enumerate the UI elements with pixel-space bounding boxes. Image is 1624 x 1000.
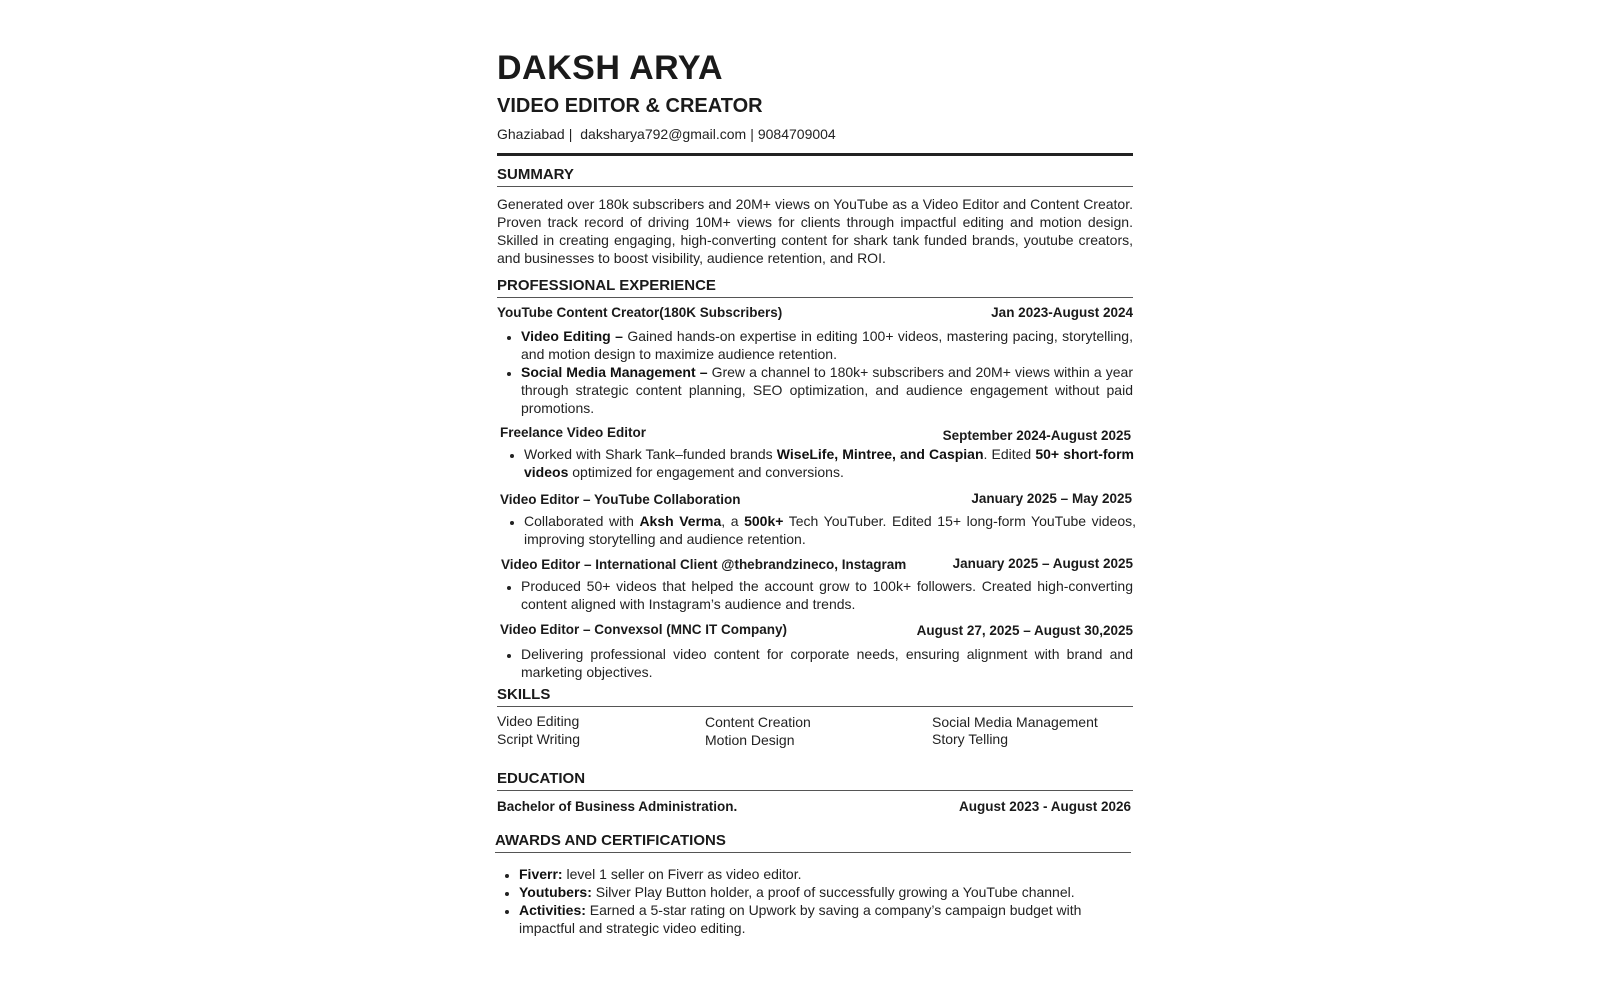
- job-entry: [497, 303, 1133, 417]
- award-label: Youtubers:: [519, 884, 592, 900]
- summary-text: Generated over 180k subscribers and 20M+ views on YouTube as a Video Editor and Content Creator. Proven track record of driving 10M+ views for clients through impactful editing and motion design. Skilled in creating engaging, high-converting content for shark tank funded brands, youtube creators, and businesses to boost visibility, audience retention, and ROI.: [497, 196, 1133, 266]
- job-bullets: [500, 645, 1133, 681]
- bullet-text: Collaborated with: [524, 513, 640, 529]
- job-bullet: [521, 327, 1133, 363]
- job-bullet: [524, 445, 1134, 481]
- summary-divider: [497, 186, 1133, 187]
- bullet-text: Gained hands-on expertise in editing 100+ videos, mastering pacing, storytelling, and motion design to maximize audience retention.: [521, 328, 1133, 362]
- bullet-bold-lead: Video Editing –: [521, 328, 623, 344]
- job-bullets: [497, 327, 1133, 417]
- job-title: Video Editor – YouTube Collaboration: [500, 492, 741, 507]
- job-date: September 2024-August 2025: [942, 428, 1131, 443]
- bullet-bold-count: 500k+: [744, 513, 784, 529]
- resume-document: [495, 46, 1136, 937]
- skill-item: Video Editing: [497, 713, 580, 729]
- contact-location: Ghaziabad: [497, 126, 565, 142]
- education-entry: [497, 797, 1133, 816]
- job-header: [497, 303, 1133, 322]
- summary-heading: SUMMARY: [497, 166, 574, 183]
- job-title: Video Editor – International Client @thebrandzineco, Instagram: [501, 557, 907, 572]
- experience-heading: PROFESSIONAL EXPERIENCE: [497, 277, 716, 294]
- job-date: August 27, 2025 – August 30,2025: [916, 623, 1133, 638]
- education-degree: Bachelor of Business Administration.: [497, 799, 738, 814]
- job-date: January 2025 – August 2025: [952, 556, 1133, 571]
- skill-item: Script Writing: [497, 731, 580, 747]
- contact-email[interactable]: daksharya792@gmail.com: [580, 126, 747, 142]
- candidate-name: DAKSH ARYA: [497, 49, 724, 87]
- bullet-bold-name: Aksh Verma: [639, 513, 722, 529]
- bullet-text: . Edited: [983, 446, 1036, 462]
- job-title: Freelance Video Editor: [500, 425, 647, 440]
- awards-divider: [495, 852, 1131, 853]
- award-text: Silver Play Button holder, a proof of successfully growing a YouTube channel.: [591, 884, 1075, 900]
- awards-heading: AWARDS AND CERTIFICATIONS: [495, 832, 726, 849]
- contact-separator: |: [568, 126, 573, 142]
- awards-section: [495, 831, 1131, 937]
- job-header: [500, 620, 1133, 639]
- job-bullets: [500, 445, 1134, 481]
- candidate-role: VIDEO EDITOR & CREATOR: [497, 95, 763, 117]
- experience-divider: [497, 297, 1133, 298]
- award-label: Fiverr:: [519, 866, 563, 882]
- education-divider: [497, 790, 1133, 791]
- education-heading: EDUCATION: [497, 770, 586, 787]
- awards-list: [495, 865, 1131, 937]
- award-item: [519, 901, 1131, 937]
- job-bullet: [524, 512, 1136, 548]
- skills-grid: [497, 712, 1133, 748]
- bullet-text: Grew a channel to 180k+ subscribers and 20M+ views within a year through strategic content planning, SEO optimization, and audience engagement without paid promotions.: [521, 364, 1133, 416]
- job-title: Video Editor – Convexsol (MNC IT Company): [500, 622, 788, 637]
- job-entry: [497, 554, 1133, 613]
- bullet-bold-brands: WiseLife, Mintree, and Caspian: [776, 446, 984, 462]
- bullet-bold-lead: Social Media Management –: [521, 364, 708, 380]
- bullet-text: optimized for engagement and conversions.: [568, 464, 844, 480]
- job-entry: [497, 489, 1136, 548]
- job-date: January 2025 – May 2025: [971, 491, 1132, 506]
- job-title: YouTube Content Creator(180K Subscribers): [497, 305, 783, 320]
- award-item: [519, 865, 1131, 883]
- job-bullets: [500, 512, 1136, 548]
- skill-item: Motion Design: [705, 732, 795, 748]
- job-header: [500, 489, 1132, 508]
- job-header: [501, 554, 1133, 573]
- skill-item: Social Media Management: [932, 714, 1098, 730]
- award-item: [519, 883, 1131, 901]
- skill-item: Story Telling: [932, 731, 1009, 747]
- job-bullet: • Produced 50+ videos that helped the account grow to 100k+ followers. Created high-converting content aligned with Instagram’s audience and trends.: [521, 577, 1133, 613]
- job-header: [500, 423, 1131, 442]
- bullet-text: Worked with Shark Tank–funded brands: [524, 446, 777, 462]
- header-divider: [497, 153, 1133, 156]
- job-entry: [497, 620, 1133, 681]
- bullet-text: Tech YouTuber. Edited 15+ long-form YouTube videos, improving storytelling and audience retention.: [524, 513, 1136, 547]
- bullet-bold-count: 50+ short-form videos: [524, 446, 1134, 480]
- skills-divider: [497, 706, 1133, 707]
- contact-phone: 9084709004: [757, 126, 836, 142]
- skills-heading: SKILLS: [497, 686, 551, 703]
- job-date: Jan 2023-August 2024: [991, 305, 1133, 320]
- contact-separator: |: [750, 126, 754, 142]
- bullet-text: , a: [721, 513, 745, 529]
- education-date: August 2023 - August 2026: [958, 799, 1131, 814]
- job-entry: [497, 423, 1133, 481]
- skill-item: Content Creation: [705, 714, 811, 730]
- award-text: Earned a 5-star rating on Upwork by saving a company’s campaign budget with impactful and strategic video editing.: [519, 902, 1082, 936]
- job-bullet: [521, 363, 1133, 417]
- job-bullet: • Delivering professional video content for corporate needs, ensuring alignment with brand and marketing objectives.: [521, 645, 1133, 681]
- job-bullets: [501, 577, 1133, 613]
- contact-line: [497, 124, 1133, 144]
- award-label: Activities:: [519, 902, 586, 918]
- award-text: level 1 seller on Fiverr as video editor.: [562, 866, 802, 882]
